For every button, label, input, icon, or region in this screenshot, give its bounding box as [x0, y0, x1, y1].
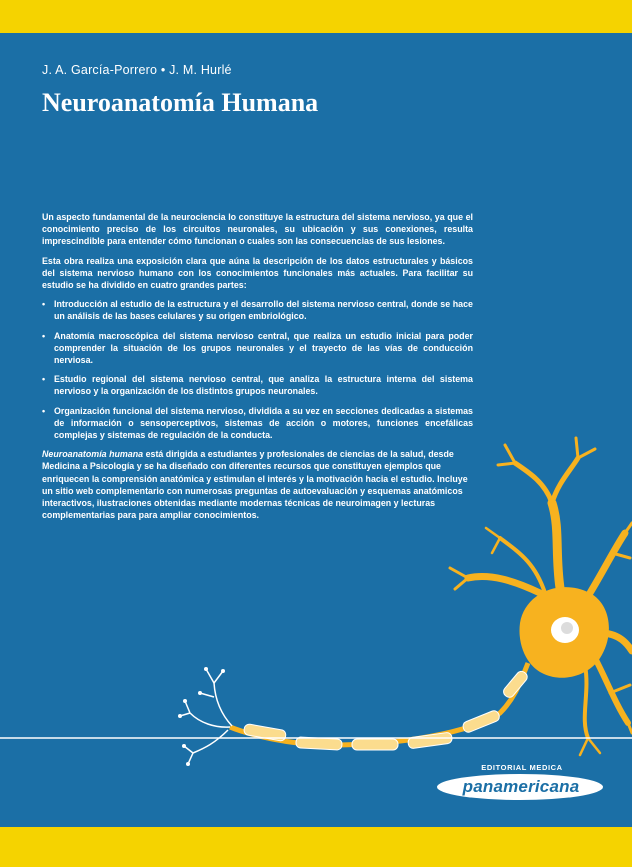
list-item: • Anatomía macroscópica del sistema nervioso central, que realiza un estudio inicial para poder comprender la situación de los grupos neuronales y el trayecto de las vías de conducción nerviosa.	[42, 330, 473, 367]
top-yellow-band	[0, 0, 632, 33]
paragraph-closing	[42, 448, 473, 521]
list-item: • Estudio regional del sistema nervioso central, que analiza la estructura interna del sistema nervioso y la organización de los distintos grupos neuronales.	[42, 373, 473, 397]
bottom-yellow-band	[0, 827, 632, 867]
publisher-tagline: EDITORIAL MEDICA	[481, 763, 563, 772]
nucleolus	[561, 622, 573, 634]
paragraph-intro: Un aspecto fundamental de la neurociencia lo constituye la estructura del sistema nervioso, ya que el conocimiento preciso de los circuitos neuronales, su ubicación y sus conexiones, resulta imprescindible para entender cómo funcionan o cuales son las consecuencias de sus lesiones.	[42, 212, 473, 247]
parts-list	[42, 298, 473, 441]
axon-terminals	[180, 669, 232, 764]
book-title: Neuroanatomía Humana	[42, 88, 319, 117]
list-item: • Organización funcional del sistema nervioso, dividida a su vez en secciones dedicadas a sistemas de información o sensoperceptivos, sistemas de acción o motores, funciones encefálicas complejas y sistemas de regulación de la conducta.	[42, 405, 473, 442]
closing-text: está dirigida a estudiantes y profesionales de ciencias de la salud, desde Medicina a Psicología y se ha diseñado con diferentes recursos que constituyen ejemplos que enriquecen la comprensión anatómica y estimulan el interés y la motivación hacia el estudio. Incluye un sitio web complementario con numerosas preguntas de autoevaluación y esquemas anatómicos interactivos, ilustraciones obtenidas mediante modernas técnicas de neuroimagen y lecturas complementarias para para ampliar conocimientos.	[42, 449, 468, 521]
terminal-boutons	[178, 667, 225, 766]
paragraph-structure: Esta obra realiza una exposición clara que aúna la descripción de los datos estructurales y básicos del sistema nervioso humano con los conocimientos funcionales más actuales. Para facilitar su estudio se ha dividido en cuatro grandes partes:	[42, 255, 473, 291]
back-cover	[0, 33, 632, 827]
closing-book-title: Neuroanatomía humana	[42, 449, 144, 460]
authors: J. A. García-Porrero • J. M. Hurlé	[42, 63, 232, 77]
list-item: • Introducción al estudio de la estructura y el desarrollo del sistema nervioso central, donde se hace un análisis de las bases celulares y su origen embriológico.	[42, 298, 473, 322]
publisher-logo	[435, 763, 609, 807]
publisher-name: panamericana	[462, 777, 580, 796]
description	[42, 211, 473, 528]
